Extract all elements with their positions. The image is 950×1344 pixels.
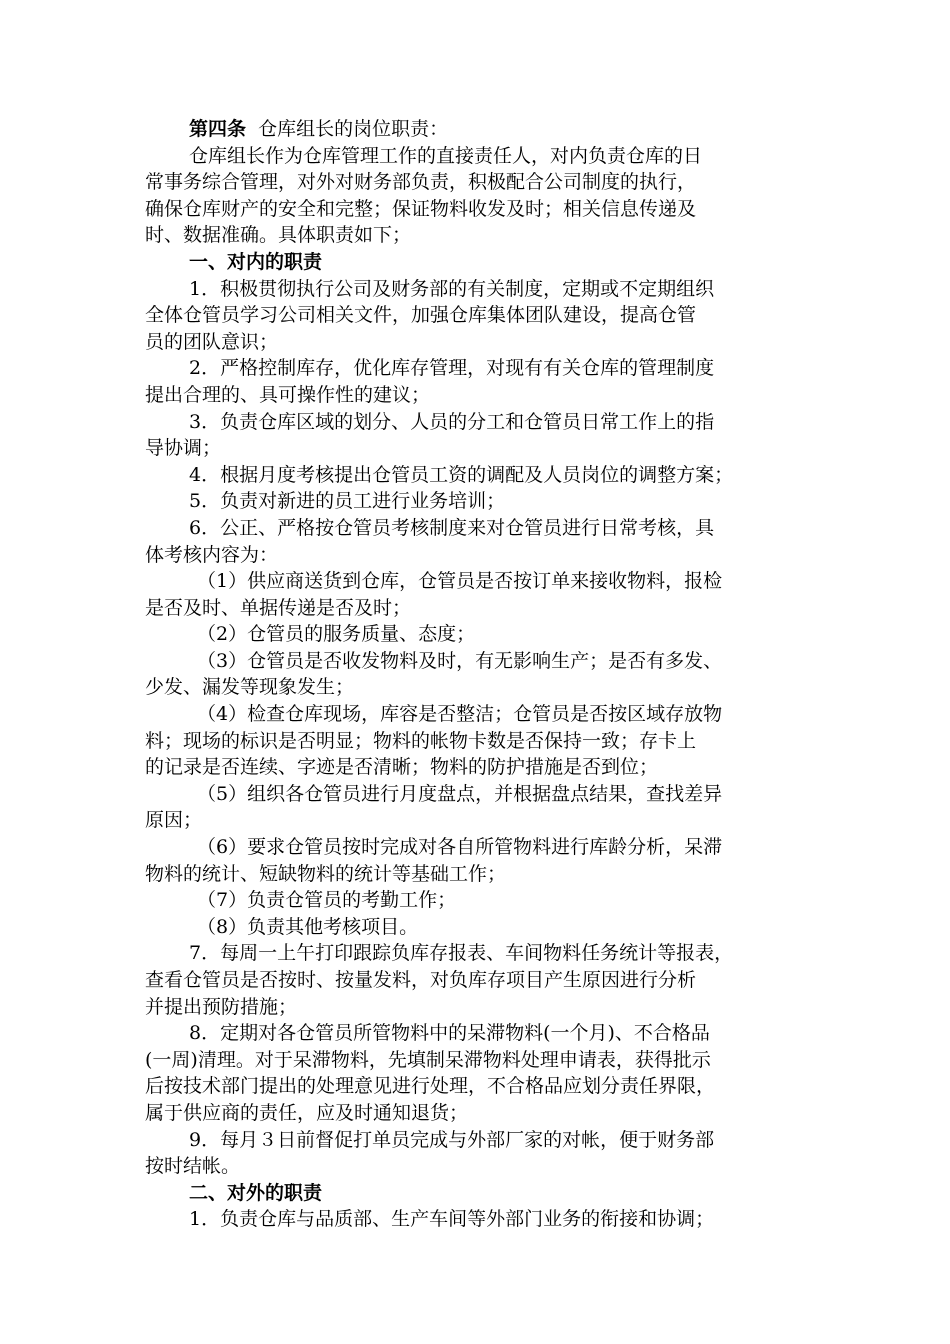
document-body (145, 143, 810, 1233)
article-label: 第四条 (189, 118, 247, 140)
paragraph-line: 的记录是否连续、字迹是否清晰；物料的防护措施是否到位； (145, 756, 659, 779)
article-title: 仓库组长的岗位职责： (258, 118, 449, 140)
paragraph-line: 按时结帐。 (145, 1155, 241, 1178)
paragraph-line: 并提出预防措施； (145, 995, 298, 1018)
paragraph-line: 8．定期对各仓管员所管物料中的呆滞物料(一个月)、不合格品 (189, 1022, 710, 1045)
paragraph-line: 5．负责对新进的员工进行业务培训； (189, 490, 506, 513)
paragraph-line: 3．负责仓库区域的划分、人员的分工和仓管员日常工作上的指 (189, 410, 715, 433)
paragraph-line: 仓库组长作为仓库管理工作的直接责任人，对内负责仓库的日 (189, 144, 703, 167)
section-heading: 一、对内的职责 (189, 250, 323, 273)
paragraph-line: 是否及时、单据传递是否及时； (145, 596, 412, 619)
paragraph-line: 2．严格控制库存，优化库存管理，对现有有关仓库的管理制度 (189, 357, 715, 380)
section-heading: 二、对外的职责 (189, 1181, 323, 1204)
paragraph-line: 原因； (145, 809, 203, 832)
paragraph-line: 导协调； (145, 437, 222, 460)
paragraph-line: 物料的统计、短缺物料的统计等基础工作； (145, 862, 507, 885)
paragraph-line: 员的团队意识； (145, 330, 279, 353)
paragraph-line: 查看仓管员是否按时、按量发料，对负库存项目产生原因进行分析 (145, 969, 697, 991)
paragraph-line: 提出合理的、具可操作性的建议； (145, 383, 431, 406)
paragraph-line: 全体仓管员学习公司相关文件，加强仓库集体团队建设，提高仓管 (145, 304, 697, 327)
paragraph-line: 后按技术部门提出的处理意见进行处理，不合格品应划分责任界限， (145, 1075, 716, 1098)
paragraph-line: 9．每月３日前督促打单员完成与外部厂家的对帐，便于财务部 (189, 1128, 715, 1151)
paragraph-line: 7．每周一上午打印跟踪负库存报表、车间物料任务统计等报表， (189, 942, 734, 965)
paragraph-line: （4）检查仓库现场，库容是否整洁；仓管员是否按区域存放物 (197, 703, 723, 726)
paragraph-line: 1．负责仓库与品质部、生产车间等外部门业务的衔接和协调； (189, 1208, 715, 1231)
paragraph-line: 料；现场的标识是否明显；物料的帐物卡数是否保持一致；存卡上 (145, 729, 697, 752)
paragraph-line: （3）仓管员是否收发物料及时，有无影响生产；是否有多发、 (197, 649, 723, 672)
article-heading (145, 116, 810, 143)
paragraph-line: 确保仓库财产的安全和完整；保证物料收发及时；相关信息传递及 (145, 197, 697, 220)
paragraph-line: （2）仓管员的服务质量、态度； (197, 623, 476, 646)
paragraph-line: 4．根据月度考核提出仓管员工资的调配及人员岗位的调整方案； (189, 463, 734, 486)
paragraph-line: （1）供应商送货到仓库，仓管员是否按订单来接收物料，报检 (197, 570, 723, 593)
paragraph-line: 属于供应商的责任，应及时通知退货； (145, 1101, 469, 1124)
paragraph-line: 体考核内容为： (145, 543, 279, 566)
paragraph-line: 少发、漏发等现象发生； (145, 676, 355, 699)
paragraph-line: （6）要求仓管员按时完成对各自所管物料进行库龄分析，呆滞 (197, 836, 723, 859)
paragraph-line: 时、数据准确。具体职责如下； (145, 224, 412, 247)
paragraph-line: （7）负责仓管员的考勤工作； (197, 889, 457, 912)
paragraph-line: 1．积极贯彻执行公司及财务部的有关制度，定期或不定期组织 (189, 277, 715, 300)
paragraph-line: 6．公正、严格按仓管员考核制度来对仓管员进行日常考核，具 (189, 516, 715, 539)
paragraph-line: (一周)清理。对于呆滞物料，先填制呆滞物料处理申请表，获得批示 (145, 1048, 711, 1071)
paragraph-line: 常事务综合管理，对外对财务部负责，积极配合公司制度的执行， (145, 171, 697, 194)
paragraph-line: （5）组织各仓管员进行月度盘点，并根据盘点结果，查找差异 (197, 782, 723, 805)
paragraph-line: （8）负责其他考核项目。 (197, 915, 419, 938)
